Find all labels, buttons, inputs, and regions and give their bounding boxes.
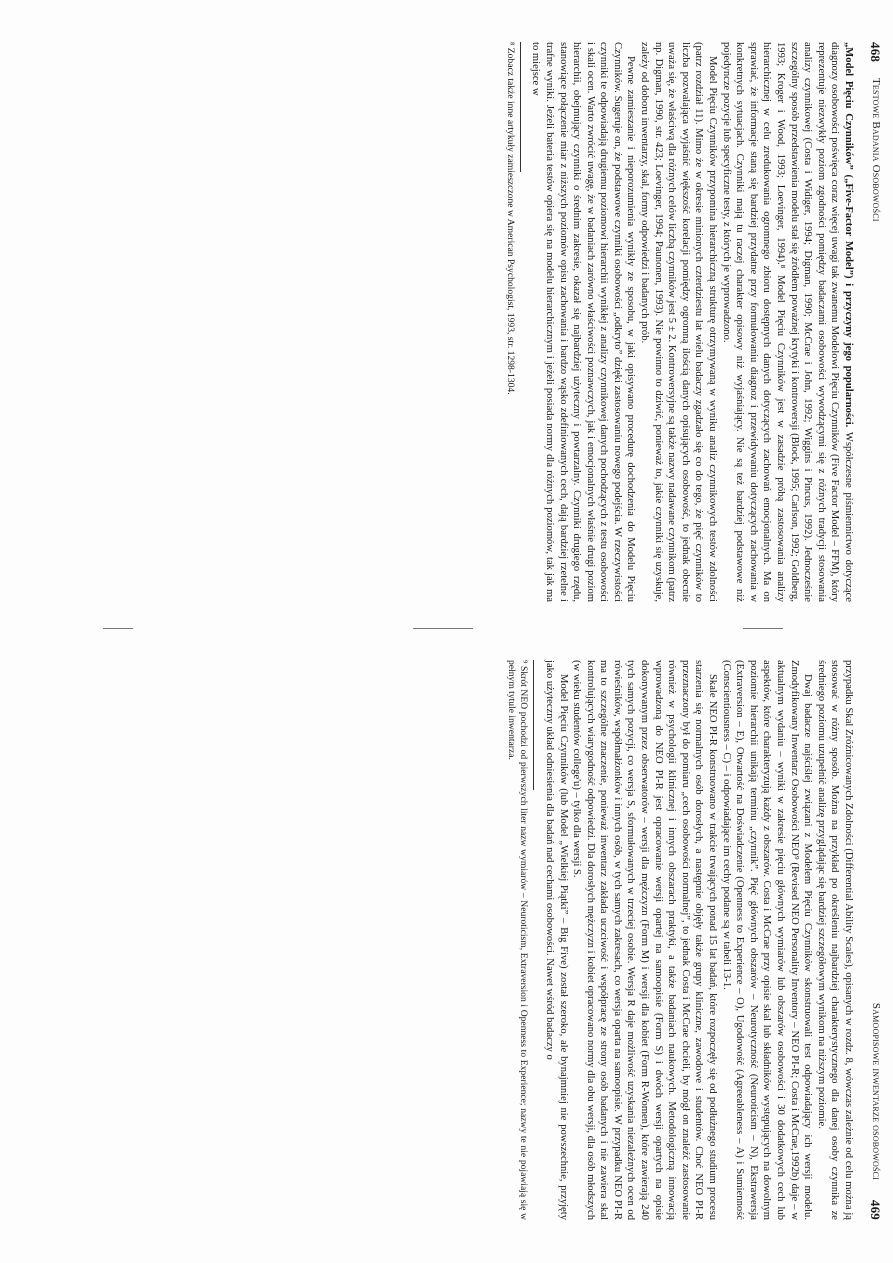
right-footnote: ⁹ Skrót NEO pochodzi od pierwszych liter nazw wymiarów – Neuroticism, Extraversion i Openness to Experience; nazwy te nie pojawiają się w pełnym tytule inwentarza. [506, 660, 530, 1220]
left-paragraph-2: Model Pięciu Czynników przypomina hierarchiczną strukturę otrzymywaną w wyniku analiz czynnikowych testów zdolności (patrz rozdział 11). Mimo że w okresie minionych czterdziestu lat wielu badaczy zgadzało się co do tego, że pięć czynników to liczba pozwalająca wyjaśnić większość korelacji pomiędzy ogromną ilością danych opisujących osobowość, to jednak obecnie uważa się, że właściwą dla różnych celów liczbą czynników jest 5 ± 2. Kontrowersyjne są także nazwy nadawane czynnikom (patrz np. Digman, 1990, str. 423; Loevinger, 1994; Paunonen, 1993). Nie powinno to dziwić, ponieważ to, jakie czynniki się uzyskuje, zależy od doboru inwentarzy, skal, formy odpowiedzi i badanych prób. [639, 42, 719, 602]
footnote-rule [533, 660, 534, 790]
page-gutter [0, 618, 893, 640]
left-running-title: Testowe Badania Osobowości [870, 78, 882, 222]
left-paragraph-3: Pewne zamieszanie i nieporozumienia wynikły ze sposobu, w jaki opisywano procedurę dochodzenia do Modelu Pięciu Czynników. Sugeruje on, że podstawowe czynniki osobowości „odkryto” dzięki zastosowaniu nowego podejścia. W rzeczywistości czynniki te odpowiadają drugiemu poziomowi hierarchii wynikłej z analizy czynnikowej danych pochodzących z testu osobowości i skali ocen. Warto zwrócić uwagę, że w badaniach zarówno właściwości poznawczych, jak i emocjonalnych właśnie drugi poziom hierarchii, obejmujący czynniki o średnim zakresie, okazał się najbardziej użyteczny i powtarzalny. Czynniki drugiego rzędu, stanowiące połączenie miar z niższych poziomów opisu zachowania i bardzo wąsko zdefiniowanych cech, dają bardziej rzetelne i trafne wyniki. Jeżeli bateria testów opiera się na modelu hierarchicznym i jeżeli posiada normy dla różnych poziomów, tak jak ma to miejsce w [530, 42, 637, 602]
left-body-text [504, 42, 855, 602]
right-paragraph-1: przypadku Skal Zróżnicowanych Zdolności (Differential Ability Scales), opisanych w rozdz. 8, wówczas zależnie od celu można ją stosować w różny sposób. Można na przykład po określeniu najbardziej charakterystycznego dla danej osoby czynnika ze średniego poziomu uzupełnić analizę przyglądając się bardziej szczegółowym wynikom na niższym poziomie. [815, 660, 854, 1220]
left-running-header [865, 42, 883, 602]
gutter-mark [413, 628, 473, 629]
left-footnote: ⁸ Zobacz także inne artykuły zamieszczone w American Psychologist, 1993, str. 1298-1304. [504, 42, 516, 395]
right-page-number: 469 [868, 1199, 883, 1220]
gutter-mark [743, 628, 783, 629]
left-paragraph-1 [719, 42, 855, 602]
right-paragraph-4: Model Pięciu Czynników (lub Model „Wielkiej Piątki” – Big Five) został szeroko, ale bynajmniej nie powszechnie, przyjęty jako użyteczny układ odniesienia dla badań nad cechami osobowości. Nawet wśród badaczy o [543, 660, 569, 1220]
right-body-text [505, 660, 855, 1220]
right-paragraph-3: Skale NEO PI-R konstruowano w trakcie trwających ponad 15 lat badań, które rozpoczęły się od podłużnego studium procesu starzenia się normalnych osób dorosłych, a następnie objęły także grupy kliniczne, zawodowe i studentów. Choć NEO PI-R przeznaczony był do pomiaru „cech osobowości normalnej”, to jednak Costa i McCrae chcieli, by mógł on znaleźć zastosowanie również w psychologii klinicznej i innych obszarach praktyki, a także badaniach naukowych. Metodologiczną innowacją wprowadzoną do NEO PI-R jest opracowanie wersji opartej na samoopisie (Form S) i dwóch wersji opartych na opisie dokonywanym przez obserwatorów – wersji dla mężczyzn (Form M) i wersji dla kobiet (Form R-Women), które zawierają 240 tych samych pozycji, co wersja S, sformułowanych w trzeciej osobie. Wersja R daje możliwość uzyskania niezależnych ocen od rówieśników, współmałżonków i innych osób, w tych samych zakresach, co wersja oparta na samoopisie. W przypadku NEO PI-R ma to szczególne znaczenie, ponieważ inwentarz zakłada uczciwość i współpracę ze strony osób badanych i nie zawiera skal kontrolujących wiarygodność odpowiedzi. Dla dorosłych mężczyzn i kobiet opracowano normy dla obu wersji, dla osób młodszych (w wieku studentów college'u) – tylko dla wersji S. [571, 660, 719, 1220]
right-paragraph-2: Dwaj badacze najściślej związani z Modelem Pięciu Czynników skonstruowali test odpowiadający ich wersji modelu. Zmodyfikowany Inwentarz Osobowości NEO⁹ (Revised NEO Personality Inventory – NEO PI-R; Costa i McCrae,1992b) daje – w aktualnym wydaniu – wyniki w zakresie pięciu głównych wymiarów lub obszarów osobowości i 30 dodatkowych cech lub aspektów, które charakteryzują każdy z obszarów. Costa i McCrae przy opisie skal lub składników występujących na dowolnym poziomie hierarchii unikają terminu „czynnik”. Pięć głównych obszarów – Neurotyczność (Neuroticism – N), Ekstrawersja (Extraversion – E), Otwartość na Doświadczenie (Openness to Experience – O), Ugodowość (Agreeableness – A) i Sumienność (Conscientiousness – C) – i odpowiadające im cechy podane są w tabeli 13-1. [720, 660, 814, 1220]
right-page [0, 640, 893, 1240]
right-running-title: Samoopisowe inwentarze osobowości [870, 1002, 882, 1180]
section-heading: „Model Pięciu Czynników” („Five-Factor Model”) i przyczyny jego popularności. [843, 42, 854, 428]
left-paragraph-1-text: Współczesne piśmiennictwo dotyczące diagnozy osobowości poświęca coraz więcej uwagi tak zwanemu Modelowi Pięciu Czynników (Five Factor Model – FFM), który reprezentuje niezwykły poziom zgodności pomiędzy badaczami osobowości wywodzącymi się z różnych tradycji stosowania analizy czynnikowej (Costa i Widiger, 1994; Digman, 1990; McCrae i John, 1992; Wiggins i Pincus, 1992). Jednocześnie szczególny sposób przedstawienia modelu stał się źródłem poważnej krytyki i kontrowersji (Block, 1995; Carlson, 1992; Goldberg, 1993; Kroger i Wood, 1993; Loevinger, 1994).⁸ Model Pięciu Czynników jest w zasadzie próbą zastosowania analizy hierarchicznej w celu zredukowania ogromnego zbioru dostępnych danych dotyczących zachowań emocjonalnych. Ma on sprawiać, że informacje staną się bardziej przydatne przy formułowaniu diagnoz i przewidywaniu dotyczących zachowania w konkretnych sytuacjach. Czynniki mają tu raczej charakter opisowy niż wyjaśniający. Nie są też bardziej podstawowe niż pojedyncze pozycje lub specyficzne testy, z których je wyprowadzono. [720, 42, 854, 602]
left-page-number: 468 [868, 42, 883, 63]
footnote-rule [520, 42, 521, 172]
right-running-header [865, 660, 883, 1220]
left-page [0, 22, 893, 622]
gutter-mark [103, 628, 133, 629]
